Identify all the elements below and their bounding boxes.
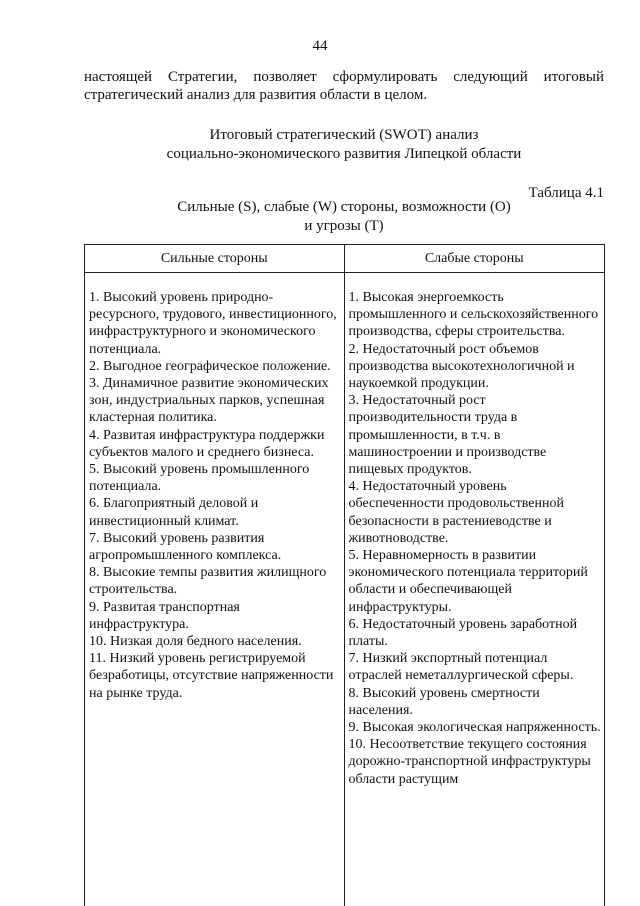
swot-title-line-2: социально-экономического развития Липецкой области xyxy=(166,146,522,162)
strength-item: 10. Низкая доля бедного населения. xyxy=(89,634,302,650)
weaknesses-column xyxy=(345,245,605,906)
swot-table xyxy=(84,244,605,906)
strengths-column xyxy=(85,245,345,906)
weakness-item: 10. Несоответствие текущего состояния дорожно-транспортной инфраструктуры области растущим xyxy=(348,737,591,787)
weakness-item: 3. Недостаточный рост производительности труда в промышленности, в т.ч. в машиностроении и производстве пищевых продуктов. xyxy=(348,393,547,478)
strengths-header: Сильные стороны xyxy=(85,245,344,273)
weaknesses-header: Слабые стороны xyxy=(345,245,605,273)
swot-title-line-1: Итоговый стратегический (SWOT) анализ xyxy=(209,127,479,143)
table-label: Таблица 4.1 xyxy=(528,185,604,201)
strength-item: 11. Низкий уровень регистрируемой безработицы, отсутствие напряженности на рынке труда. xyxy=(89,651,334,701)
strength-item: 1. Высокий уровень природно-ресурсного, трудового, инвестиционного, инфраструктурного и экономического потенциала. xyxy=(89,290,337,357)
strengths-list xyxy=(85,273,344,702)
weakness-item: 4. Недостаточный уровень обеспеченности продовольственной безопасности в растениеводстве и животноводстве. xyxy=(348,479,564,546)
weakness-item: 6. Недостаточный уровень заработной платы. xyxy=(348,616,578,650)
weaknesses-list xyxy=(345,273,605,788)
intro-line-1: настоящей Стратегии, позволяет сформулировать следующий итоговый xyxy=(84,69,604,85)
strength-item: 4. Развитая инфраструктура поддержки субъектов малого и среднего бизнеса. xyxy=(89,427,325,460)
intro-paragraph xyxy=(84,68,604,104)
table-caption-line-1: Сильные (S), слабые (W) стороны, возможности (О) xyxy=(177,199,511,215)
strength-item: 7. Высокий уровень развития агропромышленного комплекса. xyxy=(89,530,282,564)
weakness-item: 9. Высокая экологическая напряженность. xyxy=(348,720,601,736)
table-caption-line-2: и угрозы (Т) xyxy=(304,218,384,234)
weakness-item: 8. Высокий уровень смертности населения. xyxy=(348,685,540,718)
strength-item: 8. Высокие темпы развития жилищного строительства. xyxy=(89,565,327,598)
page-number: 44 xyxy=(312,38,328,54)
strength-item: 5. Высокий уровень промышленного потенциала. xyxy=(89,462,310,495)
strength-item: 9. Развитая транспортная инфраструктура. xyxy=(89,599,240,632)
weakness-item: 1. Высокая энергоемкость промышленного и сельскохозяйственного производства, сферы строительства. xyxy=(348,290,599,340)
swot-title xyxy=(84,126,604,164)
weakness-item: 2. Недостаточный рост объемов производства высокотехнологичной и наукоемкой продукции. xyxy=(348,341,575,392)
table-caption xyxy=(84,198,604,236)
intro-line-2: стратегический анализ для развития области в целом. xyxy=(84,87,428,103)
weakness-item: 7. Низкий экспортный потенциал отраслей неметаллургической сферы. xyxy=(348,651,574,684)
strength-item: 6. Благоприятный деловой и инвестиционный климат. xyxy=(89,496,259,529)
strength-item: 2. Выгодное географическое положение. xyxy=(89,358,331,374)
strength-item: 3. Динамичное развитие экономических зон, индустриальных парков, успешная кластерная политика. xyxy=(89,376,329,426)
weakness-item: 5. Неравномерность в развитии экономического потенциала территорий области и обеспечивающей инфраструктуры. xyxy=(348,548,588,615)
